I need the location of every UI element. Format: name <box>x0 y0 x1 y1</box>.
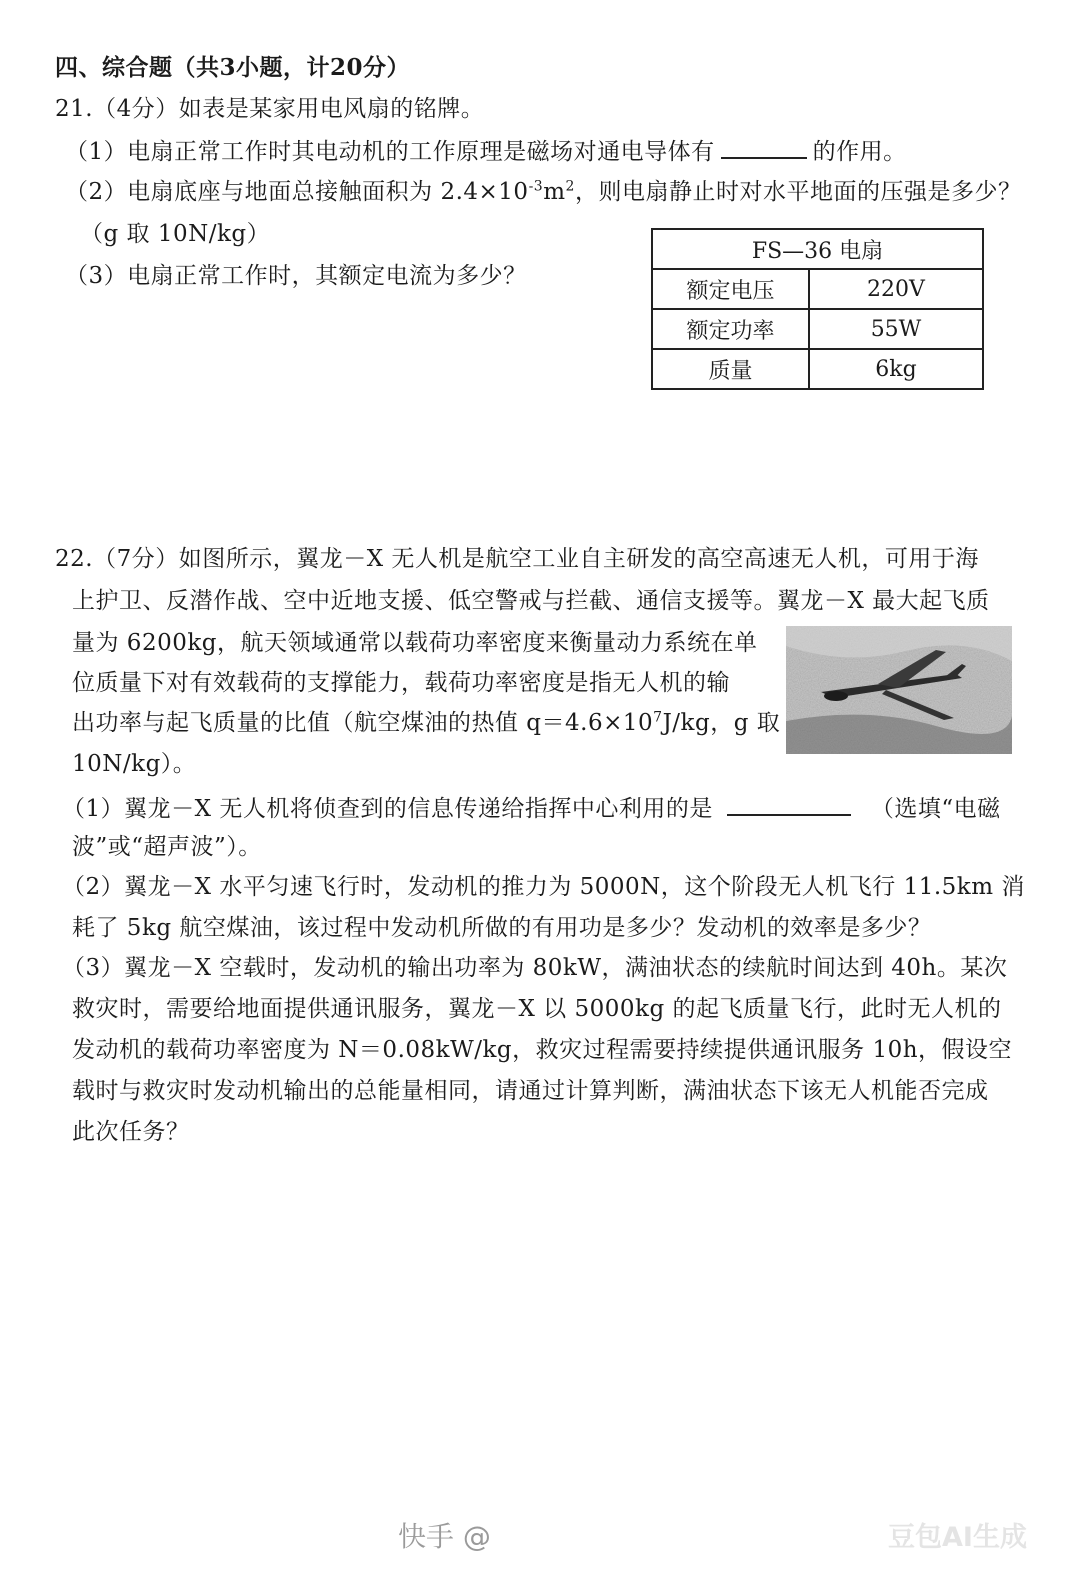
q22-part1-cont: 波”或“超声波”）。 <box>72 834 262 860</box>
q22-part1-text: （1）翼龙－X 无人机将侦查到的信息传递给指挥中心利用的是 <box>62 796 713 822</box>
drone-icon <box>786 626 1012 754</box>
q22-part3-line-5: 此次任务？ <box>72 1119 190 1145</box>
q22-part3-line-1: （3）翼龙－X 空载时，发动机的输出功率为 80kW，满油状态的续航时间达到 40h。某次 <box>62 955 1008 981</box>
nameplate-table <box>651 228 984 390</box>
exponent: 7 <box>653 709 663 726</box>
exponent: -3 <box>528 178 544 195</box>
kuaishou-watermark: 快手 @ <box>398 1520 491 1553</box>
q22-part2-line-2: 耗了 5kg 航空煤油，该过程中发动机所做的有用功是多少？发动机的效率是多少？ <box>72 915 932 941</box>
q22-part3-line-4: 载时与救灾时发动机输出的总能量相同，请通过计算判断，满油状态下该无人机能否完成 <box>72 1078 989 1104</box>
unit: m <box>543 179 566 205</box>
q21-part2-text: （2）电扇底座与地面总接触面积为 2.4×10 <box>65 179 529 205</box>
answer-blank <box>727 790 851 816</box>
nameplate-label: 额定电压 <box>652 269 809 309</box>
q22-line-1: 22.（7分）如图所示，翼龙－X 无人机是航空工业自主研发的高空高速无人机，可用于海 <box>55 546 979 572</box>
drone-photo <box>786 626 1012 754</box>
q21-part2-note: （g 取 10N/kg） <box>80 221 271 247</box>
nameplate-value: 6kg <box>809 349 983 389</box>
nameplate-label: 额定功率 <box>652 309 809 349</box>
exponent: 2 <box>565 178 575 195</box>
nameplate-label: 质量 <box>652 349 809 389</box>
q22-line-5-text: 出功率与起飞质量的比值（航空煤油的热值 q＝4.6×10 <box>72 710 654 736</box>
nameplate-value: 220V <box>809 269 983 309</box>
q21-part3: （3）电扇正常工作时，其额定电流为多少？ <box>65 263 527 289</box>
q21-part1-tail: 的作用。 <box>812 139 907 165</box>
q22-line-5 <box>72 707 780 739</box>
table-row <box>652 349 983 389</box>
q22-line-5-tail: J/kg，g 取 <box>662 710 781 736</box>
q22-line-2: 上护卫、反潜作战、空中近地支援、低空警戒与拦截、通信支援等。翼龙－X 最大起飞质 <box>72 588 990 614</box>
q21-stem: 21.（4分）如表是某家用电风扇的铭牌。 <box>55 96 485 122</box>
q21-part2-question: ，则电扇静止时对水平地面的压强是多少？ <box>574 179 1022 205</box>
q22-part2-line-1: （2）翼龙－X 水平匀速飞行时，发动机的推力为 5000N，这个阶段无人机飞行 11.5km 消 <box>62 874 1025 900</box>
table-row <box>652 229 983 269</box>
q22-part1 <box>62 790 1001 825</box>
table-row <box>652 309 983 349</box>
q22-part1-tail: （选填“电磁 <box>870 796 1001 822</box>
nameplate-title: FS—36 电扇 <box>652 229 983 269</box>
table-row <box>652 269 983 309</box>
q21-part1 <box>65 133 907 168</box>
answer-blank <box>721 133 807 159</box>
doubao-watermark: 豆包AI生成 <box>888 1522 1027 1553</box>
q22-part3-line-2: 救灾时，需要给地面提供通讯服务，翼龙－X 以 5000kg 的起飞质量飞行，此时无人机的 <box>72 996 1002 1022</box>
q21-part1-text: （1）电扇正常工作时其电动机的工作原理是磁场对通电导体有 <box>65 139 715 165</box>
q22-part3-line-3: 发动机的载荷功率密度为 N＝0.08kW/kg，救灾过程需要持续提供通讯服务 10h，假设空 <box>72 1037 1013 1063</box>
nameplate-value: 55W <box>809 309 983 349</box>
q22-line-3: 量为 6200kg，航天领域通常以载荷功率密度来衡量动力系统在单 <box>72 630 758 656</box>
section-heading: 四、综合题（共3小题，计20分） <box>55 54 411 81</box>
q22-line-4: 位质量下对有效载荷的支撑能力，载荷功率密度是指无人机的输 <box>72 670 730 696</box>
q21-part2 <box>65 176 1021 208</box>
q22-line-6: 10N/kg）。 <box>72 751 197 777</box>
